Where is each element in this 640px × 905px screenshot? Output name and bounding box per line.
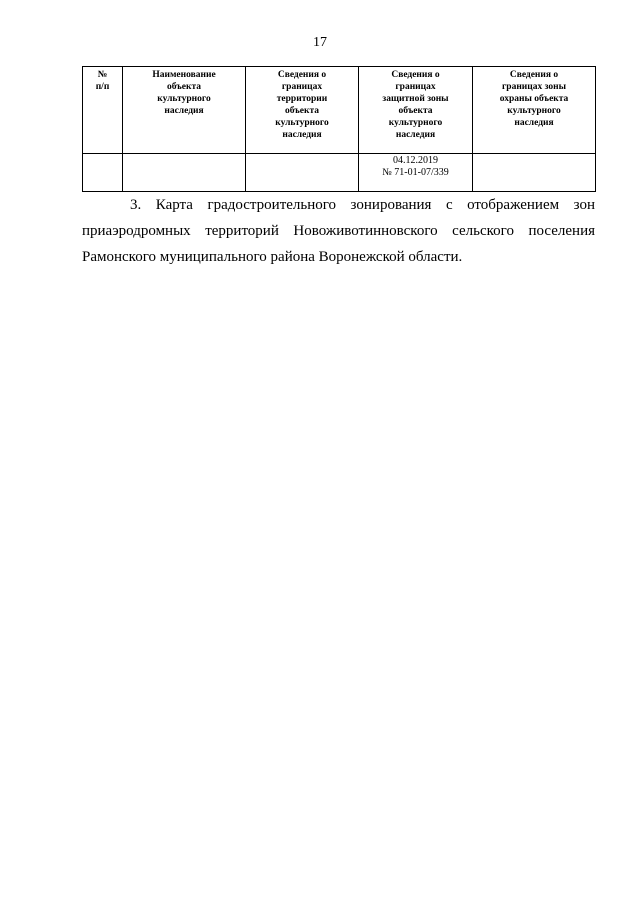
paragraph-line: приаэродромных территорий Новоживотинновского сельского поселения (82, 223, 595, 239)
table-row (83, 154, 596, 192)
header-number: № п/п (83, 67, 123, 154)
cell-object-name (123, 154, 246, 192)
header-territory-boundaries: Сведения о границах территории объекта культурного наследия (246, 67, 359, 154)
header-object-name: Наименование объекта культурного наследия (123, 67, 246, 154)
page-number: 17 (313, 35, 327, 50)
protective-zone-date: 04.12.2019 (393, 155, 438, 166)
header-protective-zone-boundaries: Сведения о границах защитной зоны объекта культурного наследия (359, 67, 473, 154)
cell-security-zone-boundaries (473, 154, 596, 192)
header-security-zone-boundaries: Сведения о границах зоны охраны объекта культурного наследия (473, 67, 596, 154)
paragraph-line: 3. Карта градостроительного зонирования с отображением зон (130, 197, 595, 213)
table-header-row (83, 67, 596, 154)
cell-number (83, 154, 123, 192)
cell-protective-zone-boundaries (359, 154, 473, 192)
cell-territory-boundaries (246, 154, 359, 192)
zoning-map-paragraph (82, 192, 595, 270)
paragraph-line: Рамонского муниципального района Воронежской области. (82, 249, 463, 265)
protective-zone-document-number: № 71-01-07/339 (382, 167, 449, 178)
heritage-table (82, 66, 596, 192)
